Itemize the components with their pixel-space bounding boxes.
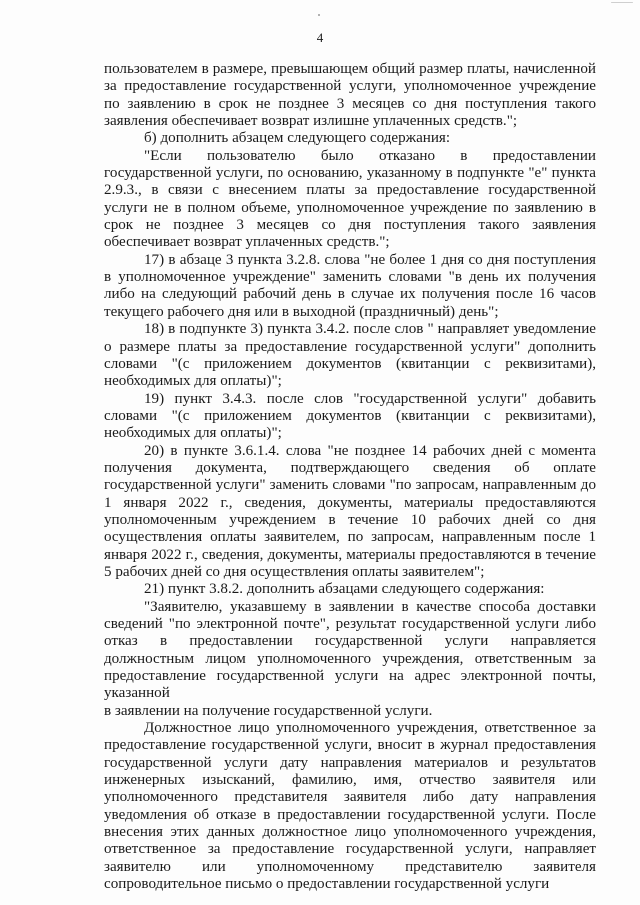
scan-speck	[318, 14, 320, 16]
paragraph-quote-email: "Заявителю, указавшему в заявлении в качестве способа доставки сведений "по электронной почте", результат государственной услуги либо отказ в предоставлении государственной услуги направляется должностным лицом уполномоченного учреждения, ответственным за предоставление государственной услуги на адрес электронной почты, указанной	[104, 598, 596, 702]
document-body	[104, 61, 596, 894]
paragraph-official: Должностное лицо уполномоченного учреждения, ответственное за предоставление государственной услуги, вносит в журнал предоставления государственной услуги дату направления материалов и результатов инженерных изысканий, фамилию, имя, отчество заявителя или уполномоченного представителя заявителя либо дату направления уведомления об отказе в предоставлении государственной услуги. После внесения этих данных должностное лицо уполномоченного учреждения, ответственное за предоставление государственной услуги, направляет заявителю или уполномоченному представителю заявителя сопроводительное письмо о предоставлении государственной услуги	[104, 720, 596, 893]
paragraph-continuation: пользователем в размере, превышающем общий размер платы, начисленной за предоставление государственной услуги, уполномоченное учреждение по заявлению в срок не позднее 3 месяцев со дня поступления такого заявления обеспечивает возврат излишне уплаченных средств.";	[104, 61, 596, 130]
paragraph-item-17: 17) в абзаце 3 пункта 3.2.8. слова "не более 1 дня со дня поступления в уполномоченное учреждение" заменить словами "в день их получения либо на следующий рабочий день в случае их получения после 16 часов текущего рабочего дня или в выходной (праздничный) день";	[104, 251, 596, 320]
paragraph-item-19: 19) пункт 3.4.3. после слов "государственной услуги" добавить словами "(с приложением документов (квитанции с реквизитами), необходимых для оплаты)";	[104, 390, 596, 442]
paragraph-email-cont: в заявлении на получение государственной услуги.	[104, 702, 433, 719]
paragraph-item-b: б) дополнить абзацем следующего содержания:	[144, 130, 451, 147]
paragraph-quote-refund: "Если пользователю было отказано в предоставлении государственной услуги, по основанию, указанному в подпункте "е" пункта 2.9.3., в связи с внесением платы за предоставление государственной услуги не в полном объеме, уполномоченное учреждение по заявлению в срок не позднее 3 месяцев со дня поступления такого заявления обеспечивает возврат уплаченных средств.";	[104, 147, 596, 251]
page-number: 4	[316, 30, 324, 45]
paragraph-item-18: 18) в подпункте 3) пункта 3.4.2. после слов " направляет уведомление о размере платы за предоставление государственной услуги" дополнить словами "(с приложением документов (квитанции с реквизитами), необходимых для оплаты)";	[104, 321, 596, 390]
paragraph-item-21: 21) пункт 3.8.2. дополнить абзацами следующего содержания:	[144, 581, 545, 598]
paragraph-item-20: 20) в пункте 3.6.1.4. слова "не позднее 14 рабочих дней с момента получения документа, подтверждающего сведения об оплате государственной услуги" заменить словами "по запросам, направленным до 1 января 2022 г., сведения, документы, материалы предоставляются уполномоченным учреждением в течение 10 рабочих дней со дня осуществления оплаты заявителем, по запросам, направленным после 1 января 2022 г., сведения, документы, материалы предоставляются в течение 5 рабочих дней со дня осуществления оплаты заявителем";	[104, 442, 596, 580]
scan-speck	[611, 2, 633, 3]
